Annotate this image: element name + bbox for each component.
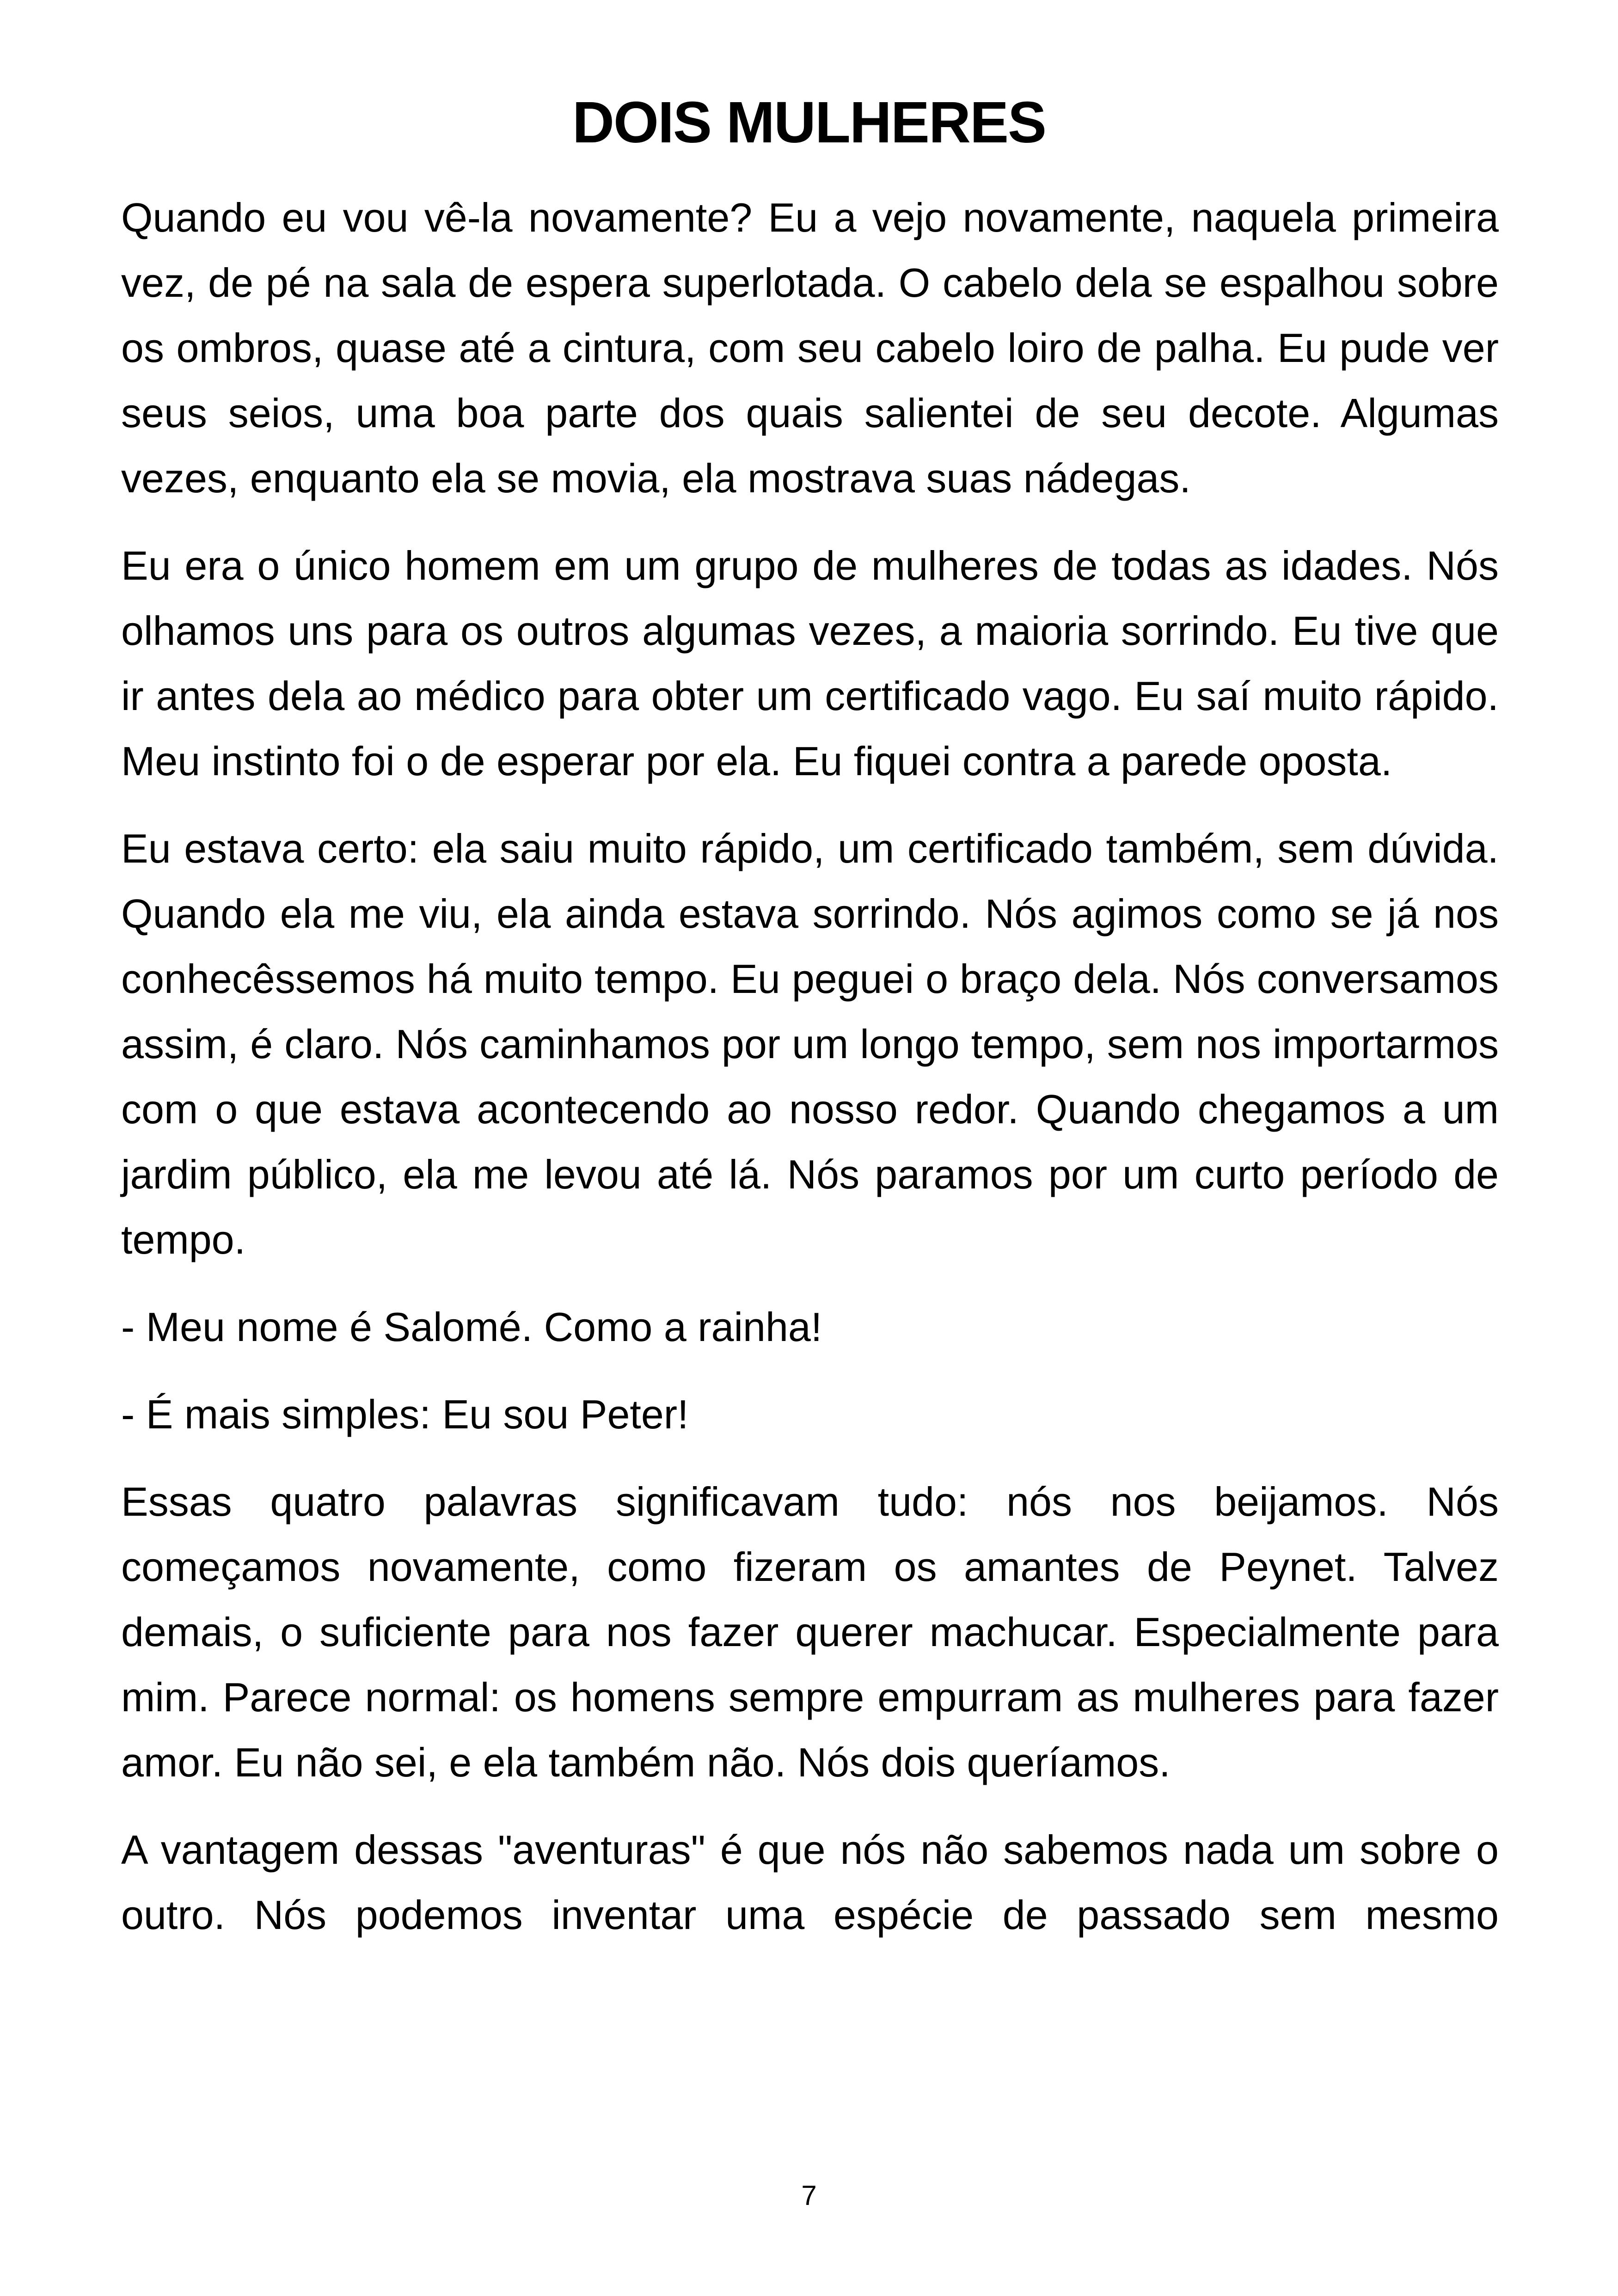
page-title: DOIS MULHERES — [572, 90, 1046, 155]
body-text — [121, 185, 1499, 1947]
paragraph-1: Quando eu vou vê-la novamente? Eu a vejo novamente, naquela primeira vez, de pé na sala de espera superlotada. O cabelo dela se espalhou sobre os ombros, quase até a cintura, com seu cabelo loiro de palha. Eu pude ver seus seios, uma boa parte dos quais salientei de seu decote. Algumas vezes, enquanto ela se movia, ela mostrava suas nádegas. — [121, 195, 1499, 501]
dialogue-line-2: - É mais simples: Eu sou Peter! — [121, 1391, 689, 1437]
paragraph-2: Eu era o único homem em um grupo de mulheres de todas as idades. Nós olhamos uns para os outros algumas vezes, a maioria sorrindo. Eu tive que ir antes dela ao médico para obter um certificado vago. Eu saí muito rápido. Meu instinto foi o de esperar por ela. Eu fiquei contra a parede oposta. — [121, 543, 1499, 784]
paragraph-3: Eu estava certo: ela saiu muito rápido, um certificado também, sem dúvida. Quando ela me viu, ela ainda estava sorrindo. Nós agimos como se já nos conhecêssemos há muito tempo. Eu peguei o braço dela. Nós conversamos assim, é claro. Nós caminhamos por um longo tempo, sem nos importarmos com o que estava acontecendo ao nosso redor. Quando chegamos a um jardim público, ela me levou até lá. Nós paramos por um curto período de tempo. — [121, 826, 1499, 1262]
paragraph-4: Essas quatro palavras significavam tudo: nós nos beijamos. Nós começamos novamente, como fizeram os amantes de Peynet. Talvez demais, o suficiente para nos fazer querer machucar. Especialmente para mim. Parece normal: os homens sempre empurram as mulheres para fazer amor. Eu não sei, e ela também não. Nós dois queríamos. — [121, 1479, 1499, 1785]
dialogue-line-1: - Meu nome é Salomé. Como a rainha! — [121, 1304, 822, 1350]
page-number: 7 — [801, 2180, 817, 2211]
paragraph-5: A vantagem dessas "aventuras" é que nós não sabemos nada um sobre o outro. Nós podemos inventar uma espécie de passado sem mesmo — [121, 1827, 1499, 1938]
